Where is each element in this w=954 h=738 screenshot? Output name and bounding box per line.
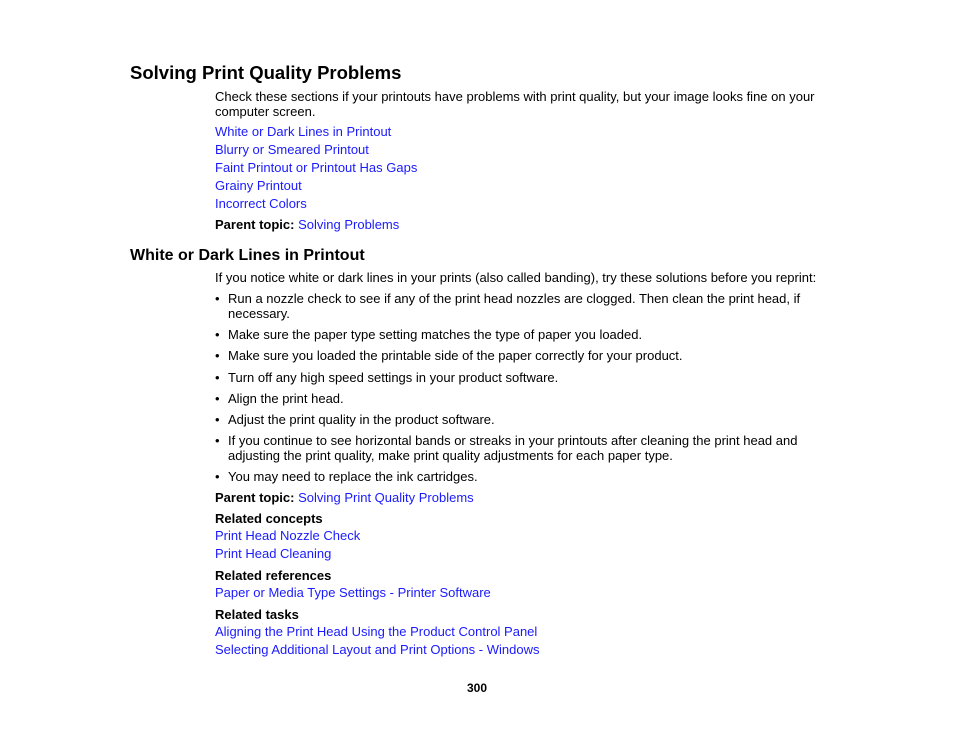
parent-topic-label: Parent topic: <box>215 490 295 505</box>
related-concepts-links <box>215 527 830 563</box>
link-media-type-settings[interactable]: Paper or Media Type Settings - Printer Software <box>215 585 491 600</box>
link-layout-options[interactable]: Selecting Additional Layout and Print Options - Windows <box>215 642 540 657</box>
list-item: • Adjust the print quality in the product software. <box>215 412 815 427</box>
link-faint-gaps[interactable]: Faint Printout or Printout Has Gaps <box>215 160 418 175</box>
list-item: • Align the print head. <box>215 391 815 406</box>
related-references-heading: Related references <box>215 568 332 583</box>
link-align-print-head[interactable]: Aligning the Print Head Using the Product Control Panel <box>215 624 538 639</box>
link-white-dark-lines[interactable]: White or Dark Lines in Printout <box>215 124 392 139</box>
list-item: • Make sure you loaded the printable side of the paper correctly for your product. <box>215 348 815 363</box>
link-blurry-smeared[interactable]: Blurry or Smeared Printout <box>215 142 369 157</box>
list-item: • Run a nozzle check to see if any of the print head nozzles are clogged. Then clean the print head, if necessary. <box>215 291 815 321</box>
parent-topic <box>215 217 830 232</box>
section-intro: Check these sections if your printouts have problems with print quality, but your image looks fine on your computer screen. <box>215 89 815 119</box>
related-tasks-links <box>215 623 830 659</box>
related-tasks-heading: Related tasks <box>215 607 299 622</box>
parent-topic-link[interactable]: Solving Print Quality Problems <box>298 490 474 505</box>
list-item: • If you continue to see horizontal bands or streaks in your printouts after cleaning the print head and adjusting the print quality, make print quality adjustments for each paper type. <box>215 433 815 463</box>
solution-list <box>215 291 815 484</box>
link-incorrect-colors[interactable]: Incorrect Colors <box>215 196 307 211</box>
page-title: Solving Print Quality Problems <box>130 62 402 83</box>
page-number: 300 <box>466 681 488 695</box>
parent-topic-link[interactable]: Solving Problems <box>298 217 400 232</box>
related-concepts-heading: Related concepts <box>215 511 323 526</box>
list-item: • Make sure the paper type setting matches the type of paper you loaded. <box>215 327 815 342</box>
list-item: • You may need to replace the ink cartridges. <box>215 469 815 484</box>
link-head-cleaning[interactable]: Print Head Cleaning <box>215 546 332 561</box>
link-grainy[interactable]: Grainy Printout <box>215 178 302 193</box>
list-item: • Turn off any high speed settings in your product software. <box>215 370 815 385</box>
related-references-links <box>215 584 830 602</box>
parent-topic-label: Parent topic: <box>215 217 295 232</box>
topic-links <box>215 123 830 213</box>
link-nozzle-check[interactable]: Print Head Nozzle Check <box>215 528 361 543</box>
parent-topic-2 <box>215 490 830 505</box>
section-heading: White or Dark Lines in Printout <box>130 247 365 264</box>
section-intro-2: If you notice white or dark lines in your prints (also called banding), try these solutions before you reprint: <box>215 270 817 285</box>
